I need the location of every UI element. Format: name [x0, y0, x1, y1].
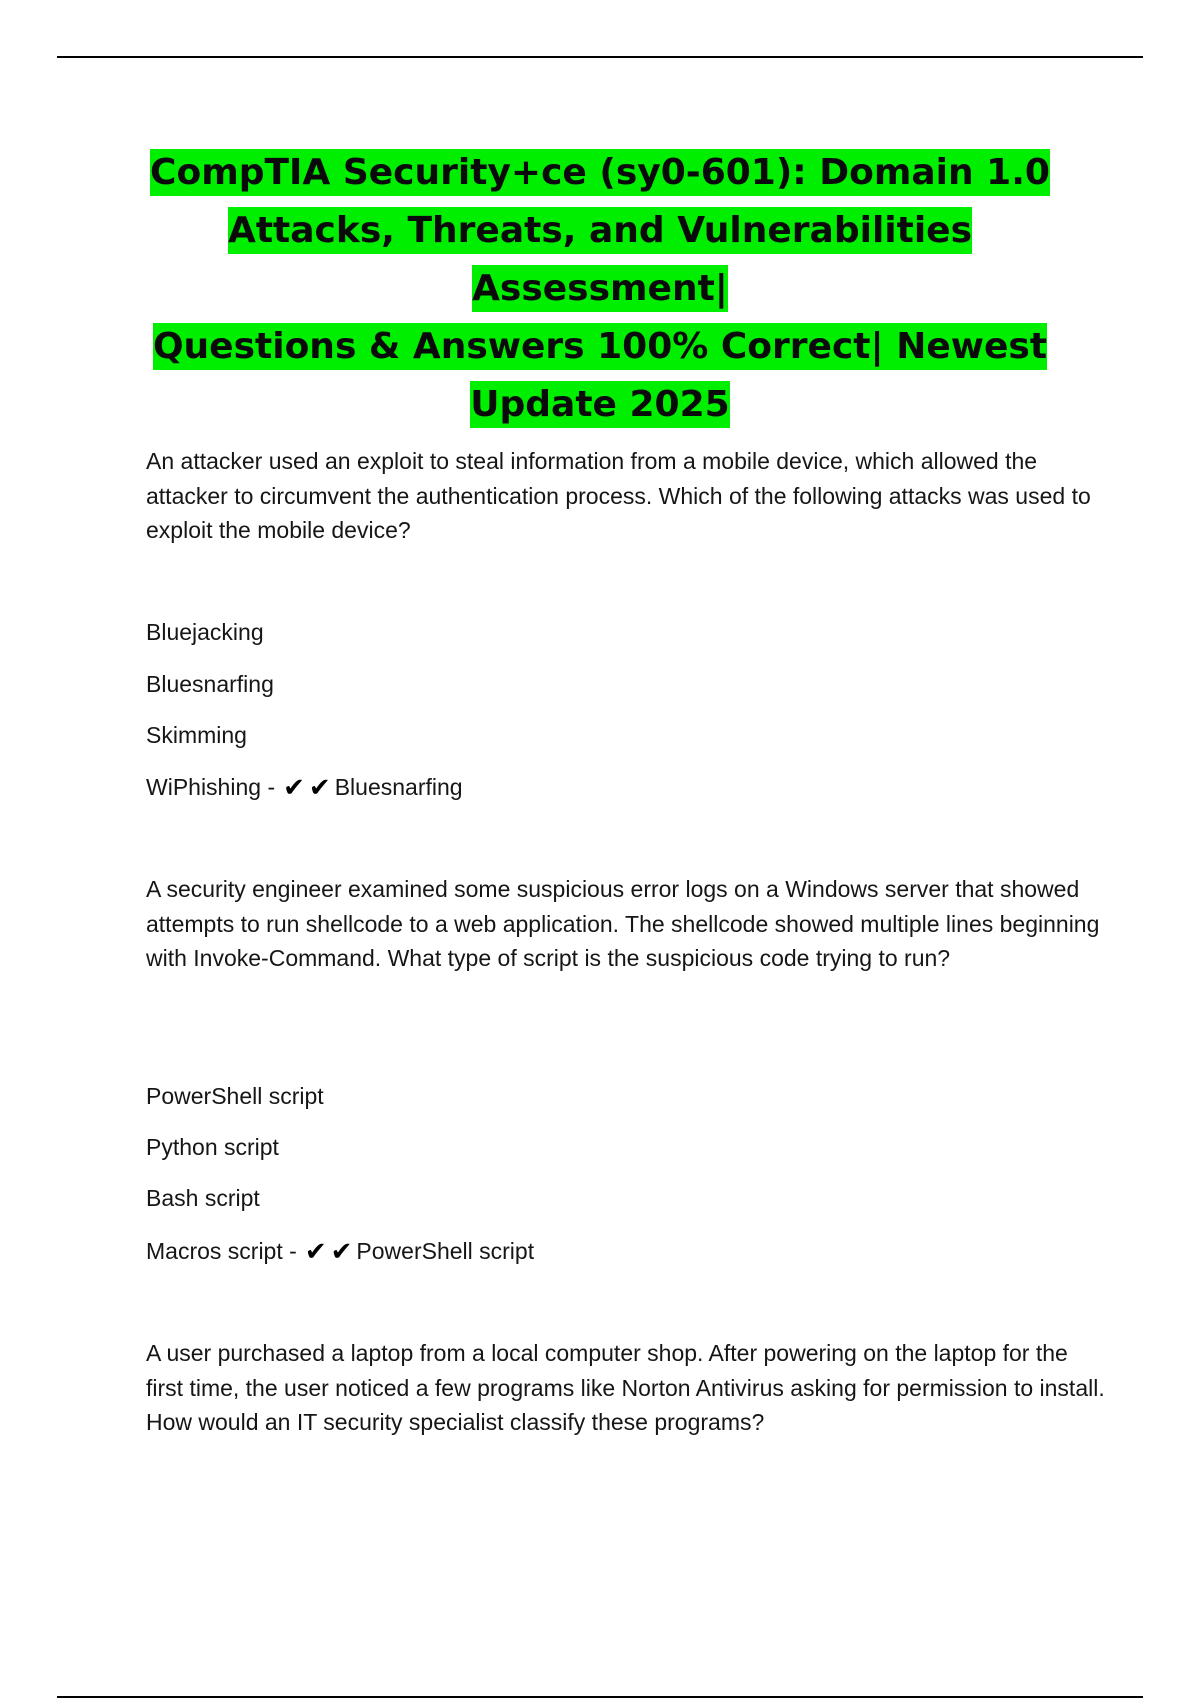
- question-2-option: Python script: [146, 1134, 279, 1160]
- question-1-option: Bluejacking: [146, 619, 264, 645]
- title-line: Update 2025: [470, 381, 729, 428]
- question-1-option: Skimming: [146, 722, 247, 748]
- question-2-last-option-line: [146, 1235, 534, 1268]
- question-1-text: An attacker used an exploit to steal information from a mobile device, which allowed the attacker to circumvent the authentication process. Which of the following attacks was used to exploit the mobile device?: [146, 448, 1091, 543]
- title-line: Attacks, Threats, and Vulnerabilities Assessment|: [228, 207, 972, 312]
- check-mark-icon: ✔: [304, 1237, 327, 1267]
- question-1-option: WiPhishing: [146, 774, 262, 800]
- document-title: [100, 144, 1100, 434]
- footer-rule: [57, 1696, 1143, 1698]
- question-2-option: Macros script: [146, 1238, 283, 1264]
- header-rule: [57, 56, 1143, 58]
- question-1-last-option-line: [146, 771, 463, 804]
- question-1-answer: Bluesnarfing: [334, 774, 463, 800]
- check-mark-icon: ✔: [308, 773, 331, 803]
- answer-separator: -: [267, 774, 276, 800]
- title-line: CompTIA Security+ce (sy0-601): Domain 1.0: [150, 149, 1050, 196]
- check-mark-icon: ✔: [330, 1237, 353, 1267]
- question-1-option: Bluesnarfing: [146, 671, 274, 697]
- question-2-answer: PowerShell script: [356, 1238, 535, 1264]
- title-line: Questions & Answers 100% Correct| Newest: [153, 323, 1047, 370]
- question-2-option: PowerShell script: [146, 1083, 324, 1109]
- question-2-text: A security engineer examined some suspicious error logs on a Windows server that showed attempts to run shellcode to a web application. The shellcode showed multiple lines beginning with Invoke-Command. What type of script is the suspicious code trying to run?: [146, 876, 1100, 971]
- answer-separator: -: [289, 1238, 297, 1264]
- question-2-option: Bash script: [146, 1185, 260, 1211]
- check-mark-icon: ✔: [283, 773, 305, 803]
- question-3-text: A user purchased a laptop from a local computer shop. After powering on the laptop for the first time, the user noticed a few programs like Norton Antivirus asking for permission to install. How would an IT security specialist classify these programs?: [146, 1340, 1105, 1435]
